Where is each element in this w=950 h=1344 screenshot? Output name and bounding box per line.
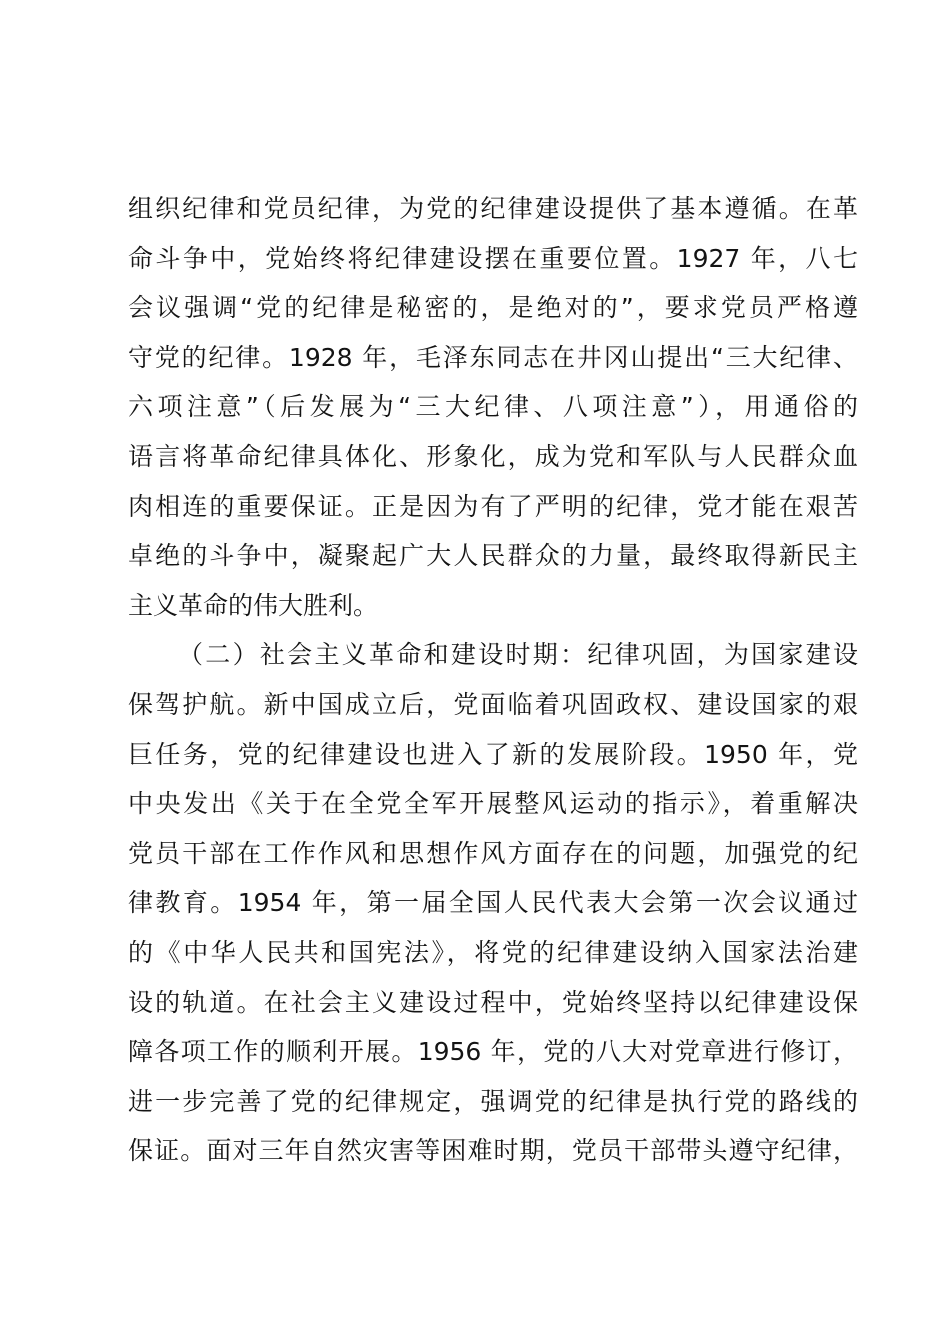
text-line: 设的轨道。在社会主义建设过程中，党始终坚持以纪律建设保 [128, 987, 858, 1017]
text-line: 六项注意”（后发展为“三大纪律、八项注意”），用通俗的 [128, 392, 858, 422]
paragraph-2 [128, 630, 858, 1176]
text-line: 保证。面对三年自然灾害等困难时期，党员干部带头遵守纪律， [128, 1136, 858, 1166]
text-line: 律教育。1954 年，第一届全国人民代表大会第一次会议通过 [128, 888, 858, 918]
text-line: 中央发出《关于在全党全军开展整风运动的指示》，着重解决 [128, 789, 858, 819]
text-line: 党员干部在工作作风和思想作风方面存在的问题，加强党的纪 [128, 838, 858, 868]
text-line: 的《中华人民共和国宪法》，将党的纪律建设纳入国家法治建 [128, 937, 858, 967]
text-line: 组织纪律和党员纪律，为党的纪律建设提供了基本遵循。在革 [128, 194, 858, 223]
text-line: 卓绝的斗争中，凝聚起广大人民群众的力量，最终取得新民主 [128, 541, 858, 571]
text-line: 命斗争中，党始终将纪律建设摆在重要位置。1927 年，八七 [128, 243, 858, 273]
text-line: 守党的纪律。1928 年，毛泽东同志在井冈山提出“三大纪律、 [128, 342, 858, 372]
text-line: 巨任务，党的纪律建设也进入了新的发展阶段。1950 年，党 [128, 739, 858, 769]
text-line: 肉相连的重要保证。正是因为有了严明的纪律，党才能在艰苦 [128, 491, 858, 521]
text-line: 语言将革命纪律具体化、形象化，成为党和军队与人民群众血 [128, 441, 858, 471]
body-text [128, 184, 858, 1176]
paragraph-1 [128, 184, 858, 630]
text-line: 障各项工作的顺利开展。1956 年，党的八大对党章进行修订， [128, 1037, 858, 1067]
text-line: （二）社会主义革命和建设时期：纪律巩固，为国家建设 [178, 640, 858, 670]
text-line: 会议强调“党的纪律是秘密的，是绝对的”，要求党员严格遵 [128, 293, 858, 323]
text-line: 主义革命的伟大胜利。 [128, 590, 379, 620]
text-line: 保驾护航。新中国成立后，党面临着巩固政权、建设国家的艰 [128, 689, 858, 719]
text-line: 进一步完善了党的纪律规定，强调党的纪律是执行党的路线的 [128, 1086, 858, 1116]
